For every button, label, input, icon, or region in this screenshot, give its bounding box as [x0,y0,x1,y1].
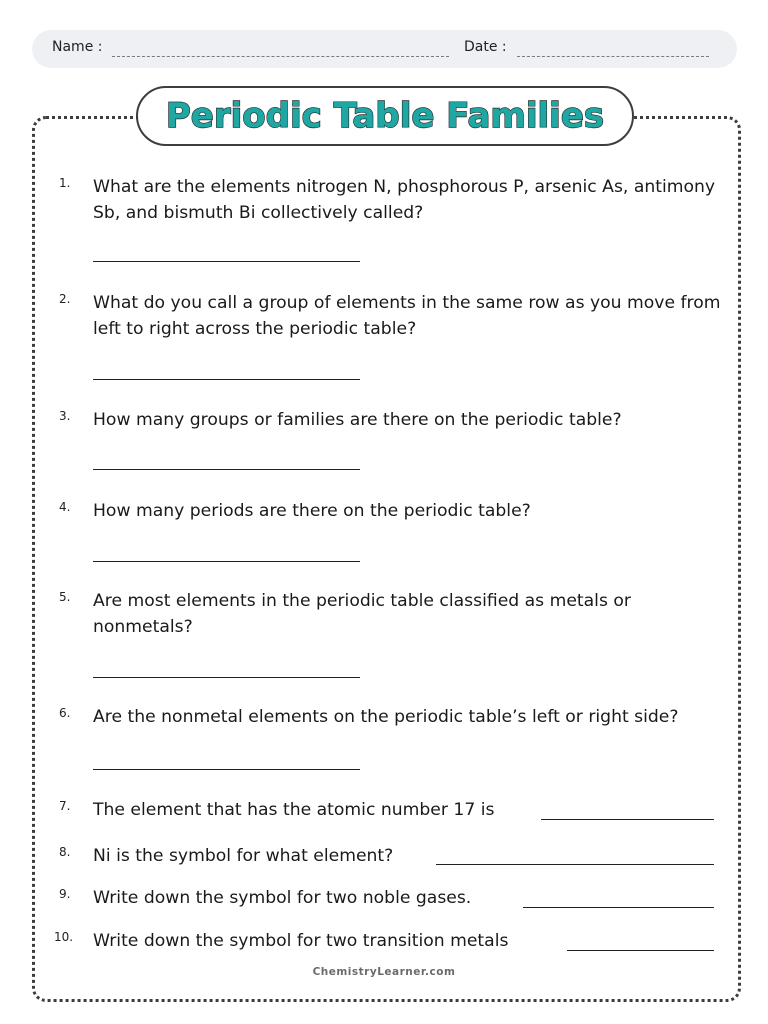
worksheet-frame [32,116,741,1002]
question-text: How many periods are there on the periodic table? [93,501,531,521]
title-banner [136,86,634,146]
answer-line-10[interactable] [567,950,714,951]
question-text: How many groups or families are there on the periodic table? [93,410,622,430]
answer-line-6[interactable] [93,769,360,770]
name-label: Name : [52,39,103,55]
answer-line-8[interactable] [436,864,714,865]
question-text: What are the elements nitrogen N, phosphorous P, arsenic As, antimony Sb, and bismuth Bi collectively called? [93,177,716,223]
answer-line-4[interactable] [93,561,360,562]
date-field[interactable] [517,56,709,57]
answer-line-5[interactable] [93,677,360,678]
question-text: The element that has the atomic number 17 is [93,800,495,820]
answer-line-9[interactable] [523,907,714,908]
answer-line-7[interactable] [541,819,714,820]
answer-line-2[interactable] [93,379,360,380]
question-number: 1. [59,176,71,190]
question-number: 2. [59,292,71,306]
question-number: 10. [54,930,74,944]
question-number: 7. [59,799,71,813]
question-number: 3. [59,409,71,423]
question-text: Ni is the symbol for what element? [93,846,394,866]
question-number: 4. [59,500,71,514]
answer-line-3[interactable] [93,469,360,470]
header-bar [32,30,737,68]
answer-line-1[interactable] [93,261,360,262]
question-number: 6. [59,706,71,720]
question-text: What do you call a group of elements in the same row as you move from left to right across the periodic table? [93,293,721,339]
footer-credit: ChemistryLearner.com [312,966,456,978]
name-field[interactable] [112,56,449,57]
question-number: 5. [59,590,71,604]
question-text: Write down the symbol for two noble gases. [93,888,472,908]
question-number: 9. [59,887,71,901]
question-number: 8. [59,845,71,859]
question-text: Are most elements in the periodic table classified as metals or nonmetals? [93,591,631,637]
question-text: Are the nonmetal elements on the periodic table’s left or right side? [93,707,679,727]
page-title: Periodic Table Families [165,96,605,136]
date-label: Date : [464,39,507,55]
question-text: Write down the symbol for two transition metals [93,931,509,951]
